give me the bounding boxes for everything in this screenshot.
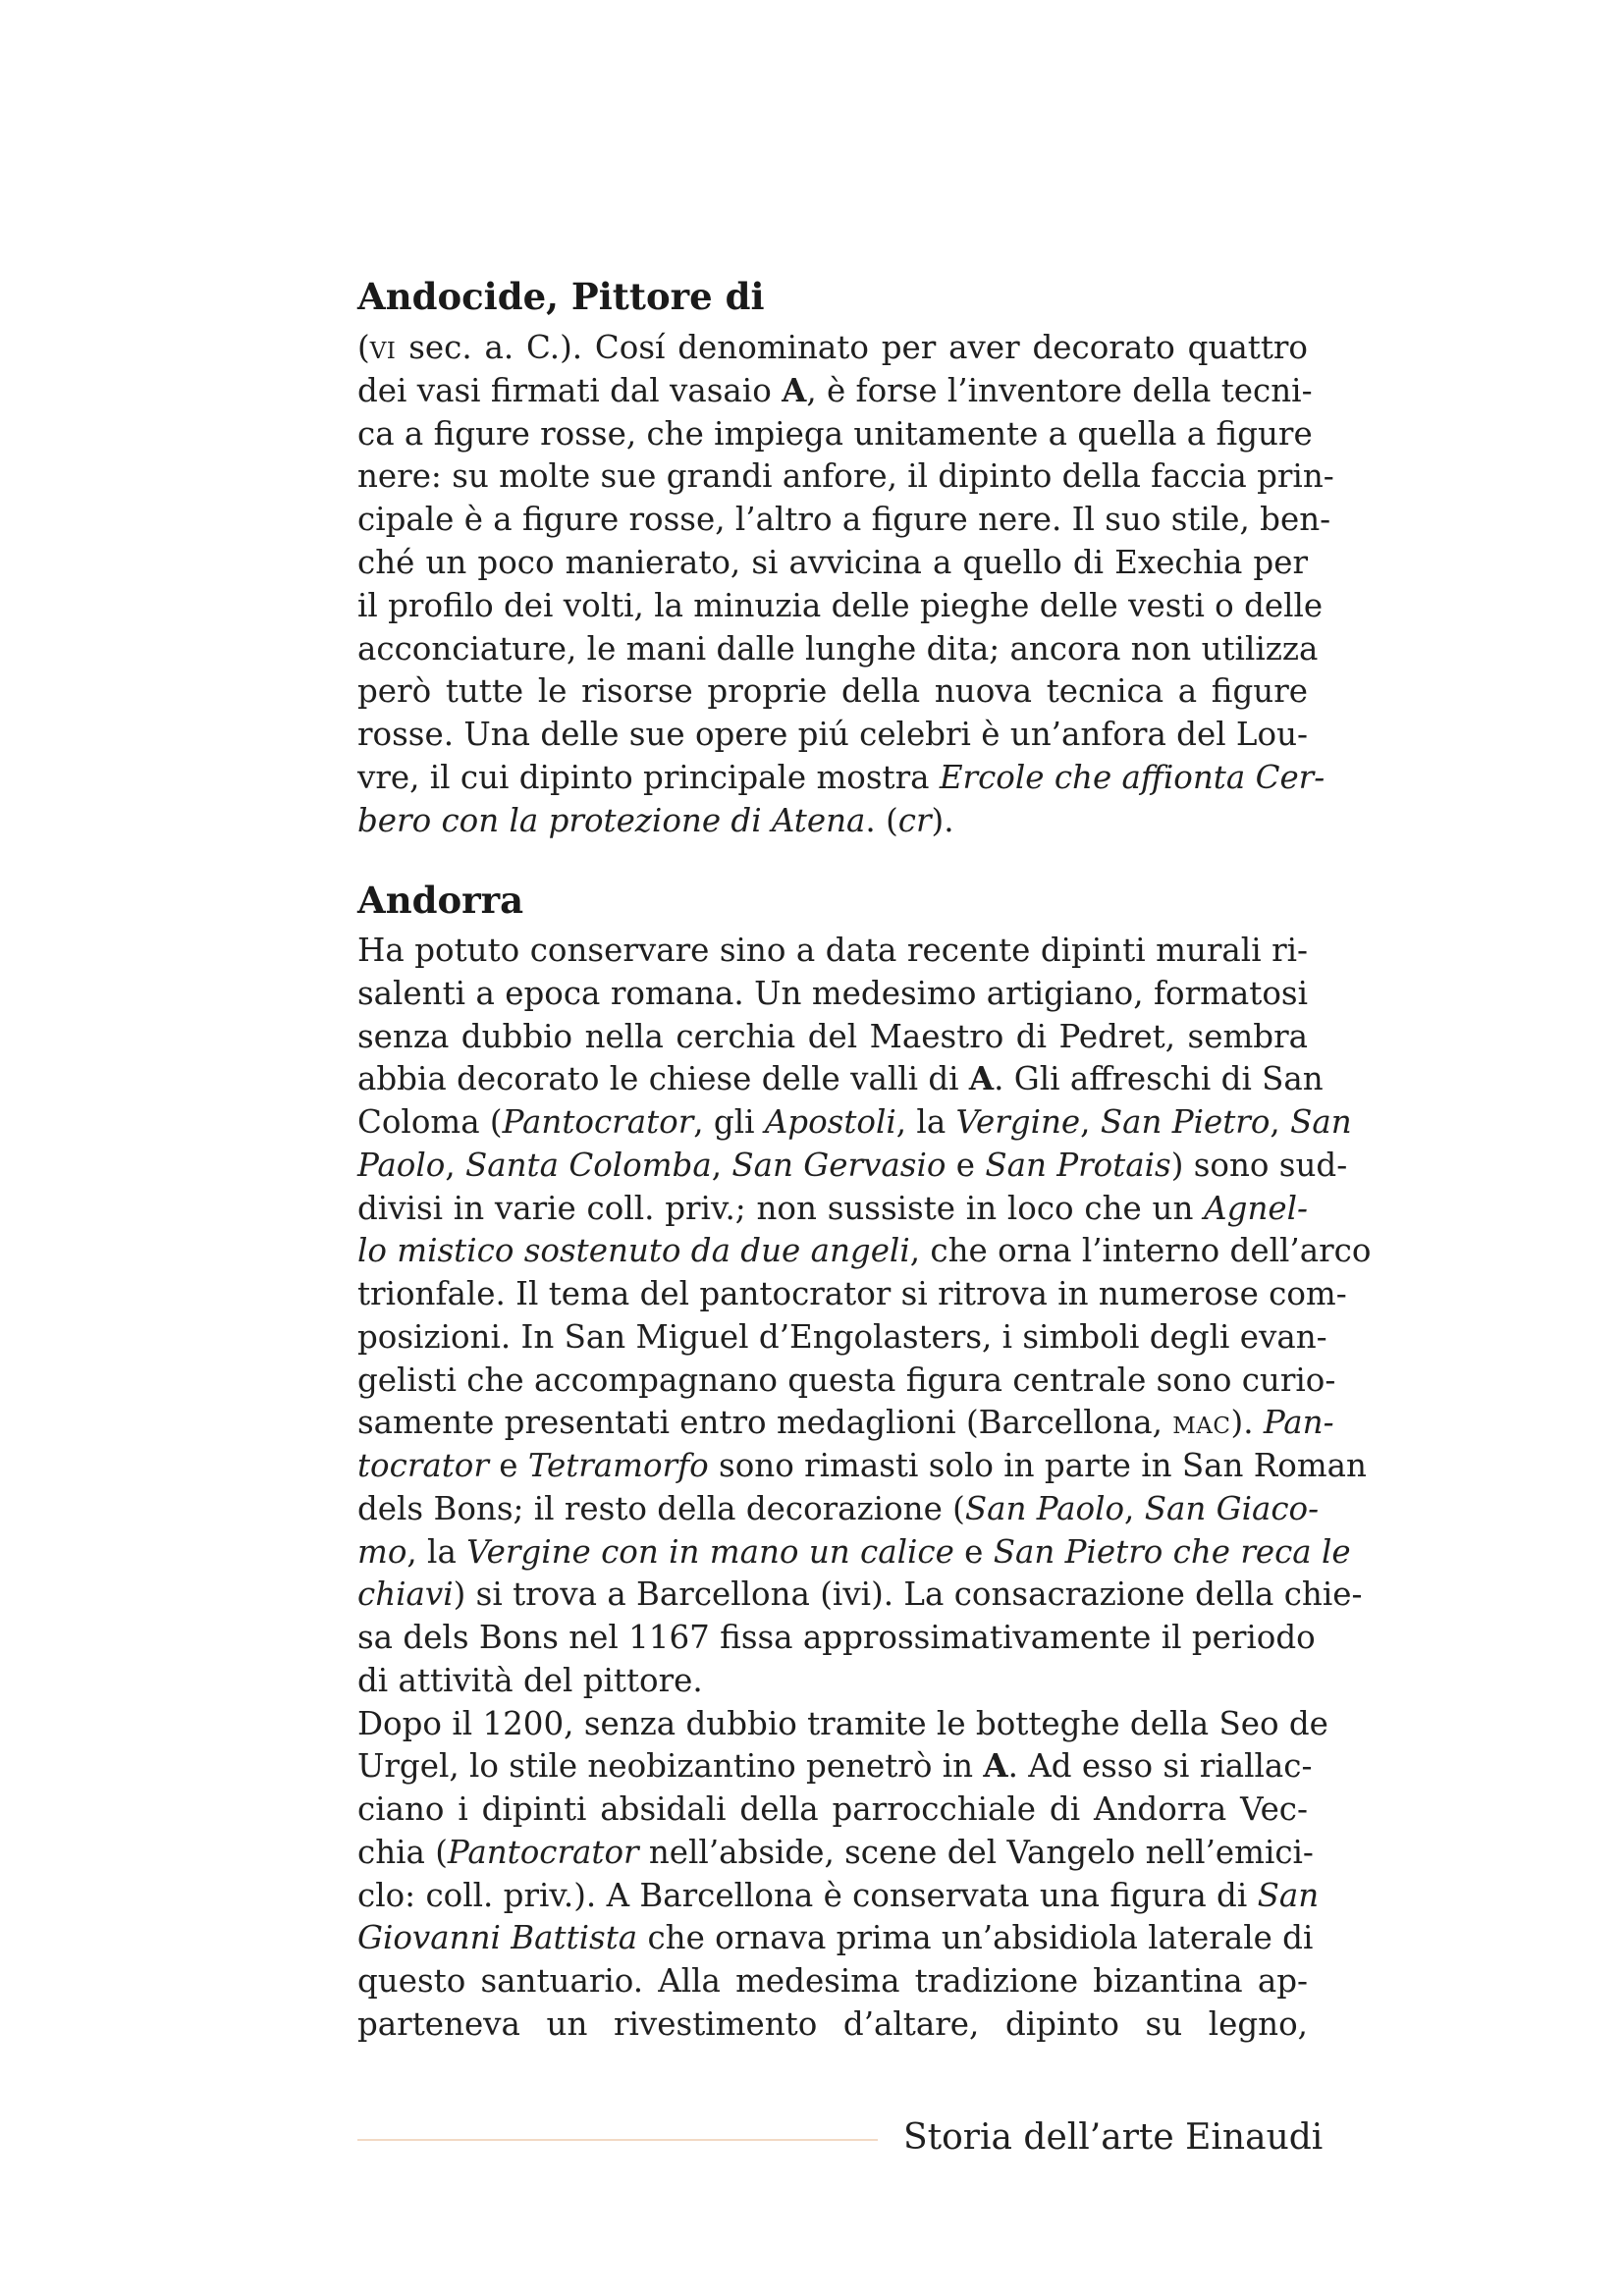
text-line-andorra: [357, 1359, 1336, 1402]
text-line-andorra: [357, 1229, 1372, 1272]
text-run: San: [1290, 1103, 1352, 1141]
text-run: bero con la protezione di Atena: [357, 801, 866, 839]
text-line-andocide: [357, 756, 1325, 799]
text-line-andocide: [357, 541, 1308, 584]
text-run: chia (: [357, 1833, 448, 1871]
text-run: ,: [1080, 1103, 1101, 1141]
text-run: samente presentati entro medaglioni (Barcellona,: [357, 1404, 1173, 1442]
text-run: Vergine: [955, 1103, 1081, 1141]
text-run: però tutte le risorse proprie della nuova tecnica a figure: [357, 672, 1308, 711]
text-run: sec. a. C.). Cosí denominato per aver decorato quattro: [396, 329, 1308, 366]
text-run: A: [968, 1059, 995, 1098]
text-run: , gli: [693, 1103, 765, 1141]
text-line-andorra: [357, 1573, 1363, 1616]
entry-title-andorra: Andorra: [357, 879, 524, 922]
text-run: San Paolo: [964, 1489, 1125, 1527]
text-run: e: [946, 1146, 986, 1184]
text-line-andocide: [357, 669, 1308, 713]
text-run: posizioni. In San Miguel d’Engolasters, i simboli degli evan-: [357, 1317, 1327, 1356]
text-run: vre, il cui dipinto principale mostra: [357, 759, 940, 796]
text-run: San Pietro: [1100, 1103, 1271, 1141]
text-line-andorra: [357, 1100, 1352, 1144]
text-line-andocide: [357, 799, 1308, 842]
text-run: . (: [865, 801, 898, 839]
text-run: San Gervasio: [731, 1146, 947, 1184]
text-run: A: [782, 370, 807, 409]
text-run: ).: [1230, 1404, 1264, 1442]
text-run: Pantocrator: [502, 1103, 694, 1141]
text-run: sono rimasti solo in parte in San Roman: [708, 1447, 1367, 1484]
text-line-andorra: [357, 1702, 1328, 1745]
text-run: tocrator: [357, 1447, 489, 1484]
text-line-andorra: [357, 1444, 1367, 1487]
text-run: San: [1257, 1876, 1320, 1914]
text-run: rosse. Una delle sue opere piú celebri è un’anfora del Lou-: [357, 716, 1308, 754]
text-run: , che orna l’interno dell’arco: [909, 1232, 1372, 1270]
text-run: parteneva un rivestimento d’altare, dipinto su legno,: [357, 2004, 1308, 2043]
text-run: Coloma (: [357, 1103, 503, 1141]
text-line-andorra: [357, 1659, 1308, 1702]
text-run: ,: [711, 1146, 732, 1184]
text-line-andocide: [357, 412, 1313, 455]
text-run: sa dels Bons nel 1167 fissa approssimativamente il periodo: [357, 1619, 1316, 1656]
text-run: cr: [897, 801, 932, 839]
text-run: il profilo dei volti, la minuzia delle pieghe delle vesti o delle: [357, 586, 1324, 624]
text-run: abbia decorato le chiese delle valli di: [357, 1060, 969, 1098]
text-run: nell’abside, scene del Vangelo nell’emici-: [638, 1833, 1314, 1871]
text-run: Dopo il 1200, senza dubbio tramite le botteghe della Seo de: [357, 1704, 1328, 1742]
text-line-andorra: [357, 1272, 1347, 1315]
text-line-andocide: [357, 369, 1313, 412]
text-line-andocide: [357, 627, 1319, 670]
text-run: , la: [895, 1103, 956, 1141]
text-run: ,: [1124, 1489, 1145, 1527]
text-run: San Giaco-: [1144, 1489, 1320, 1527]
text-run: Santa Colomba: [464, 1146, 712, 1184]
text-run: di attività del pittore.: [357, 1661, 703, 1699]
text-run: Paolo: [357, 1146, 446, 1184]
text-line-andocide: [357, 326, 1308, 369]
text-run: Ha potuto conservare sino a data recente dipinti murali ri-: [357, 932, 1308, 969]
text-line-andorra: [357, 1315, 1327, 1359]
text-run: mo: [357, 1532, 407, 1571]
text-run: Urgel, lo stile neobizantino penetrò in: [357, 1747, 984, 1786]
text-line-andorra: [357, 1015, 1308, 1058]
text-run: salenti a epoca romana. Un medesimo artigiano, formatosi: [357, 974, 1308, 1012]
text-line-andorra: [357, 1487, 1320, 1530]
text-run: trionfale. Il tema del pantocrator si ritrova in numerose com-: [357, 1275, 1347, 1312]
text-line-andorra: [357, 929, 1308, 972]
text-run: ).: [931, 801, 954, 839]
text-run: mac: [1172, 1404, 1231, 1442]
text-run: che ornava prima un’absidiola laterale di: [637, 1919, 1314, 1957]
text-run: A: [983, 1746, 1008, 1786]
text-run: ca a figure rosse, che impiega unitamente a quella a figure: [357, 414, 1313, 453]
text-line-andorra: [357, 1874, 1320, 1917]
text-run: Tetramorfo: [527, 1447, 709, 1484]
text-run: Vergine con in mano un calice: [466, 1532, 954, 1571]
text-line-andorra: [357, 1616, 1316, 1659]
text-run: Pan-: [1263, 1404, 1334, 1442]
text-line-andorra: [357, 1959, 1308, 2002]
text-run: Giovanni Battista: [357, 1919, 638, 1957]
text-line-andocide: [357, 713, 1308, 756]
text-run: ché un poco manierato, si avvicina a quello di Exechia per: [357, 544, 1308, 581]
text-line-andocide: [357, 454, 1334, 498]
text-line-andocide: [357, 584, 1324, 627]
text-run: ,: [1270, 1103, 1291, 1141]
text-run: ) si trova a Barcellona (ivi). La consacrazione della chie-: [453, 1575, 1363, 1614]
text-line-andorra: [357, 2002, 1308, 2046]
text-run: San Pietro che reca le: [993, 1532, 1351, 1571]
text-run: acconciature, le mani dalle lunghe dita; ancora non utilizza: [357, 629, 1319, 667]
text-line-andorra: [357, 1401, 1334, 1444]
text-run: dels Bons; il resto della decorazione (: [357, 1489, 965, 1527]
text-run: (: [357, 329, 370, 366]
text-run: vi: [369, 329, 397, 366]
text-run: Agnel-: [1204, 1189, 1308, 1227]
text-run: San Protais: [985, 1146, 1171, 1184]
text-run: Ercole che affionta Cer-: [939, 759, 1325, 796]
text-line-andocide: [357, 498, 1331, 541]
text-line-andorra: [357, 972, 1308, 1015]
text-run: e: [488, 1447, 528, 1484]
text-run: ciano i dipinti absidali della parrocchiale di Andorra Vec-: [357, 1790, 1308, 1828]
text-run: clo: coll. priv.). A Barcellona è conservata una figura di: [357, 1876, 1258, 1914]
text-line-andorra: [357, 1530, 1351, 1574]
text-run: . Gli affreschi di San: [994, 1060, 1324, 1098]
text-run: Pantocrator: [447, 1833, 639, 1871]
text-run: lo mistico sostenuto da due angeli: [357, 1232, 910, 1270]
text-line-andorra: [357, 1744, 1313, 1788]
text-run: chiavi: [357, 1575, 454, 1614]
text-line-andorra: [357, 1788, 1308, 1831]
entry-title-andocide: Andocide, Pittore di: [357, 275, 765, 318]
text-run: ,: [445, 1146, 465, 1184]
text-line-andorra: [357, 1831, 1314, 1874]
text-run: cipale è a figure rosse, l’altro a figure nere. Il suo stile, ben-: [357, 501, 1331, 539]
text-line-andorra: [357, 1916, 1314, 1959]
text-run: dei vasi firmati dal vasaio: [357, 371, 783, 409]
text-run: Apostoli: [764, 1103, 896, 1141]
text-run: senza dubbio nella cerchia del Maestro di Pedret, sembra: [357, 1017, 1308, 1055]
text-run: e: [953, 1532, 994, 1571]
text-run: divisi in varie coll. priv.; non sussiste in loco che un: [357, 1189, 1205, 1227]
text-run: gelisti che accompagnano questa figura centrale sono curio-: [357, 1361, 1336, 1399]
text-run: . Ad esso si riallac-: [1007, 1747, 1313, 1786]
text-run: nere: su molte sue grandi anfore, il dipinto della faccia prin-: [357, 457, 1334, 496]
text-line-andorra: [357, 1144, 1348, 1187]
text-line-andorra: [357, 1057, 1324, 1100]
text-run: ) sono sud-: [1170, 1146, 1348, 1184]
text-run: , è forse l’inventore della tecni-: [806, 371, 1313, 409]
footer-divider: [357, 2139, 878, 2141]
text-run: questo santuario. Alla medesima tradizione bizantina ap-: [357, 1962, 1308, 2000]
text-line-andorra: [357, 1187, 1308, 1230]
footer-brand: Storia dell’arte Einaudi: [903, 2117, 1324, 2158]
text-run: , la: [406, 1532, 467, 1571]
